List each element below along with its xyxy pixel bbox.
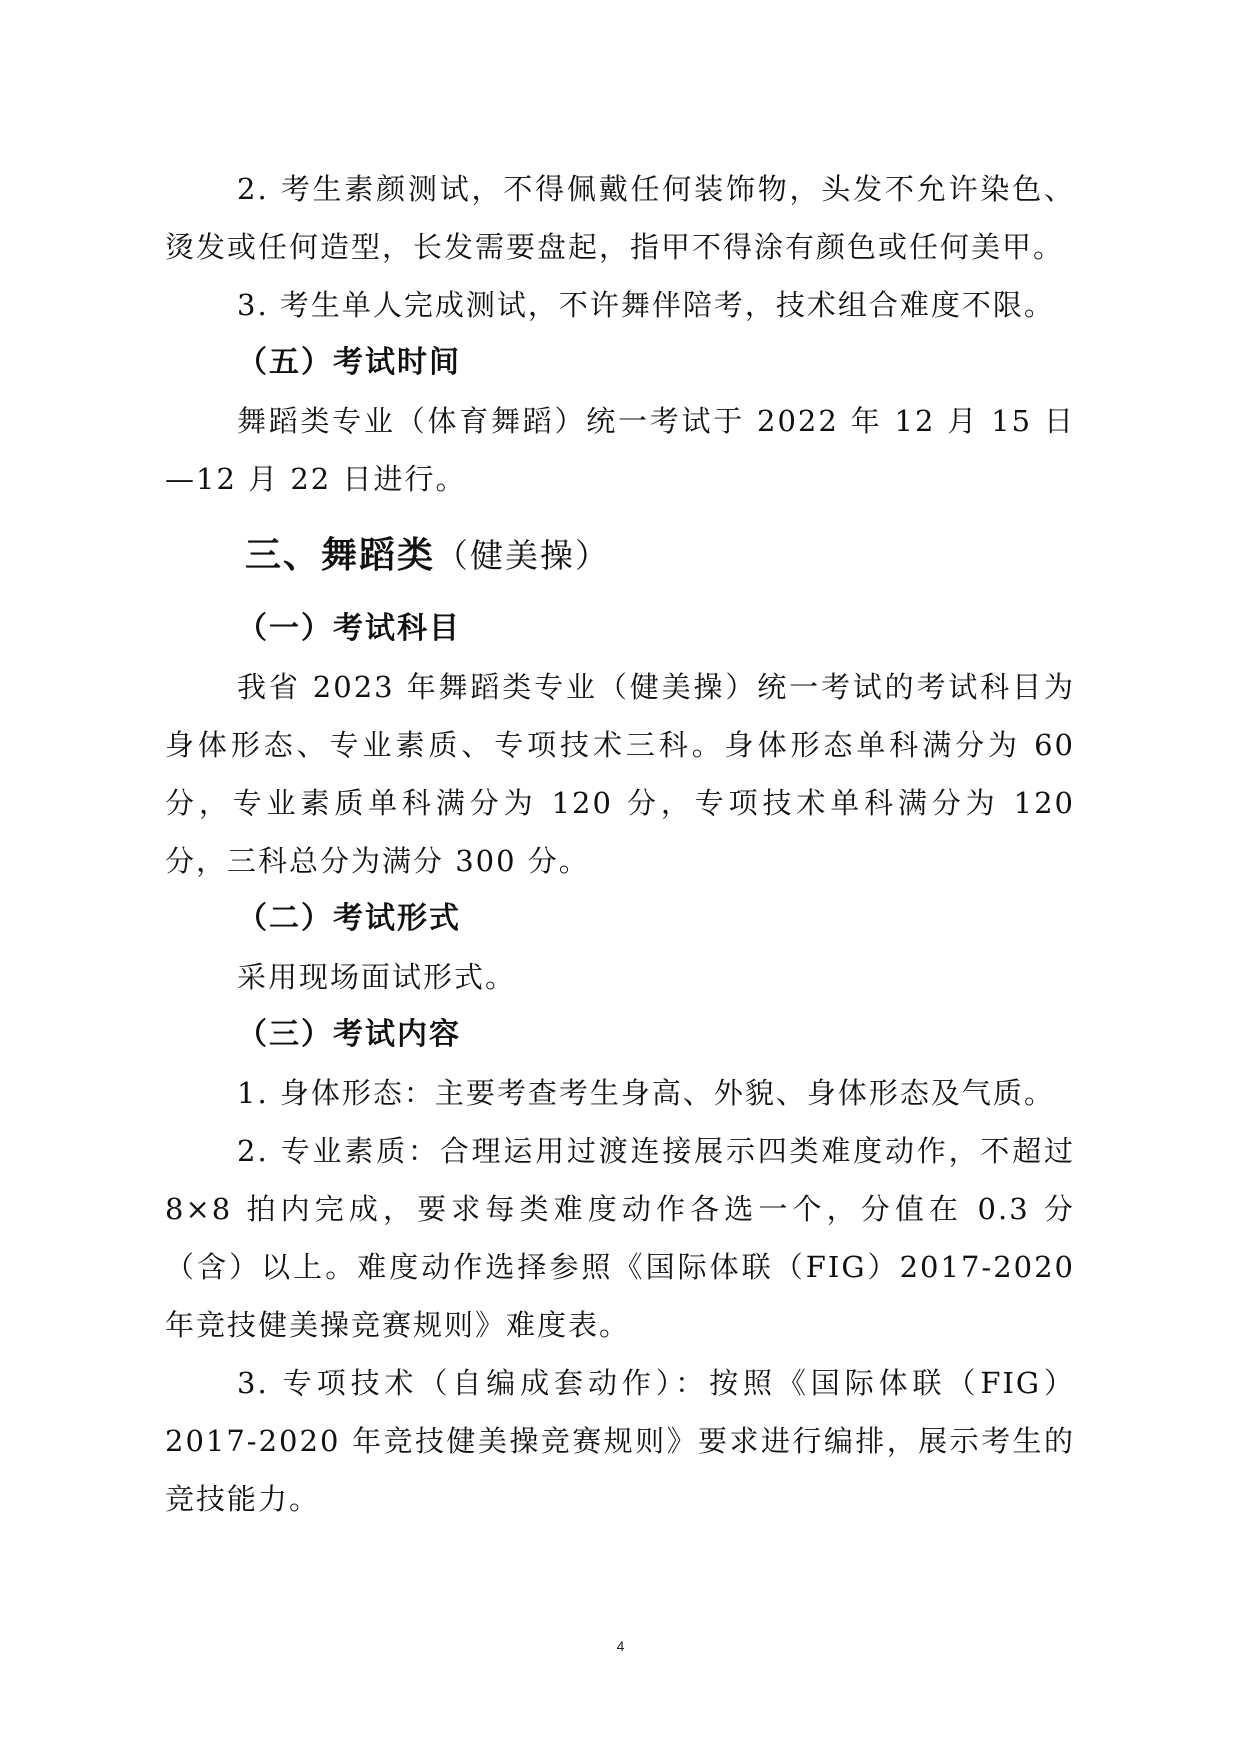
heading-exam-subjects: （一）考试科目: [237, 611, 461, 646]
section-heading-suffix: （健美操）: [435, 536, 611, 575]
heading-exam-time: （五）考试时间: [237, 345, 461, 380]
section-heading-title: 三、舞蹈类: [245, 535, 436, 576]
section-heading-aerobics: [165, 516, 1075, 596]
paragraph-item-3: 3. 考生单人完成测试，不许舞伴陪考，技术组合难度不限。: [237, 288, 1055, 322]
page-number: 4: [616, 1638, 625, 1654]
paragraph-exam-form: 采用现场面试形式。: [237, 960, 517, 994]
document-body: [165, 160, 1075, 1528]
paragraph-item-2: 2. 考生素颜测试，不得佩戴任何装饰物，头发不允许染色、烫发或任何造型，长发需要盘起，指甲不得涂有颜色或任何美甲。: [165, 172, 1075, 264]
paragraph-content-item-2: 2. 专业素质：合理运用过渡连接展示四类难度动作，不超过 8×8 拍内完成，要求每类难度动作各选一个，分值在 0.3 分（含）以上。难度动作选择参照《国际体联（FIG）2017-2020 年竞技健美操竞赛规则》难度表。: [165, 1134, 1075, 1342]
paragraph-exam-subjects: 我省 2023 年舞蹈类专业（健美操）统一考试的考试科目为身体形态、专业素质、专项技术三科。身体形态单科满分为 60 分，专业素质单科满分为 120 分，专项技术单科满分为 120 分，三科总分为满分 300 分。: [165, 670, 1075, 878]
heading-exam-form: （二）考试形式: [237, 901, 461, 936]
paragraph-content-item-3: 3. 专项技术（自编成套动作）：按照《国际体联（FIG）2017-2020 年竞技健美操竞赛规则》要求进行编排，展示考生的竞技能力。: [165, 1366, 1075, 1516]
paragraph-exam-time: 舞蹈类专业（体育舞蹈）统一考试于 2022 年 12 月 15 日—12 月 22 日进行。: [165, 404, 1075, 496]
heading-exam-content: （三）考试内容: [237, 1017, 461, 1052]
paragraph-content-item-1: 1. 身体形态：主要考查考生身高、外貌、身体形态及气质。: [237, 1076, 1055, 1110]
